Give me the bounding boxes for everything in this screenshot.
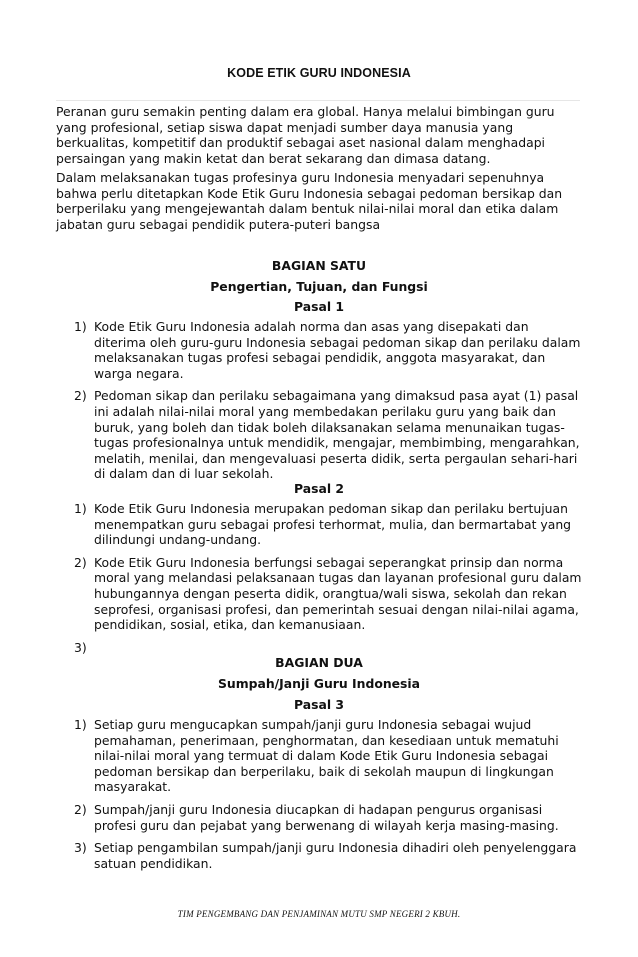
pasal-1-heading: Pasal 1 xyxy=(293,299,345,314)
item-number: 3) xyxy=(74,639,87,655)
list-item xyxy=(0,640,584,656)
item-number: 1) xyxy=(74,501,87,516)
item-text: Setiap guru mengucapkan sumpah/janji guru Indonesia sebagai wujud pemahaman, penerimaan, penghormatan, dan kesediaan untuk mematuhi nilai-nilai moral yang termuat di dalam Kode Etik Guru Indonesia sebagai pedoman bersikap dan berperilaku, baik di sekolah maupun di lingkungan masyarakat. xyxy=(94,717,559,795)
list-item xyxy=(0,319,584,381)
item-text: Pedoman sikap dan perilaku sebagaimana yang dimaksud pasa ayat (1) pasal ini adalah nilai-nilai moral yang membedakan perilaku guru yang baik dan buruk, yang boleh dan tidak boleh dilaksanakan selama menunaikan tugas-tugas profesionalnya untuk mendidik, mengajar, membimbing, mengarahkan, melatih, menilai, dan mengevaluasi peserta didik, serta pergaulan sehari-hari di dalam dan di luar sekolah. xyxy=(94,388,580,482)
item-text: Kode Etik Guru Indonesia berfungsi sebagai seperangkat prinsip dan norma moral yang melandasi pelaksanaan tugas dan layanan profesional guru dalam hubungannya dengan peserta didik, orangtua/wali siswa, sekolah dan rekan seprofesi, organisasi profesi, dan pemerintah sesuai dengan nilai-nilai agama, pendidikan, sosial, etika, dan kemanusiaan. xyxy=(94,554,582,633)
item-text: Kode Etik Guru Indonesia adalah norma dan asas yang disepakati dan diterima oleh guru-guru Indonesia sebagai pedoman sikap dan perilaku dalam melaksanakan tugas profesi sebagai pendidik, anggota masyarakat, dan warga negara. xyxy=(94,319,581,381)
bagian-satu-subheading: Pengertian, Tujuan, dan Fungsi xyxy=(210,279,428,294)
item-number: 2) xyxy=(74,388,87,404)
item-text: Setiap pengambilan sumpah/janji guru Indonesia dihadiri oleh penyelenggara satuan pendidikan. xyxy=(94,840,577,871)
list-item xyxy=(0,717,584,795)
list-item xyxy=(0,555,584,633)
item-number: 1) xyxy=(74,319,87,334)
item-text: Sumpah/janji guru Indonesia diucapkan di hadapan pengurus organisasi profesi guru dan pejabat yang berwenang di wilayah kerja masing-masing. xyxy=(94,801,559,833)
list-item xyxy=(0,388,584,482)
item-number: 1) xyxy=(74,717,87,732)
pasal-2-list xyxy=(0,501,584,662)
bagian-satu-heading: BAGIAN SATU xyxy=(271,258,367,273)
pasal-1-list xyxy=(0,319,584,489)
item-number: 2) xyxy=(74,801,87,817)
item-number: 3) xyxy=(74,840,87,856)
bagian-dua-heading: BAGIAN DUA xyxy=(275,655,363,670)
bagian-dua-subheading: Sumpah/Janji Guru Indonesia xyxy=(217,676,421,691)
document-title: KODE ETIK GURU INDONESIA xyxy=(227,66,411,80)
page-footer: TIM PENGEMBANG DAN PENJAMINAN MUTU SMP NEGERI 2 KBUH. xyxy=(177,909,461,919)
pasal-2-heading: Pasal 2 xyxy=(293,481,345,496)
intro-paragraph-2: Dalam melaksanakan tugas profesinya guru Indonesia menyadari sepenuhnya bahwa perlu ditetapkan Kode Etik Guru Indonesia sebagai pedoman bersikap dan berperilaku yang mengejewantah dalam bentuk nilai-nilai moral dan etika dalam jabatan guru sebagai pendidik putera-puteri bangsa xyxy=(56,170,563,232)
divider xyxy=(56,100,580,101)
intro-paragraph-1: Peranan guru semakin penting dalam era global. Hanya melalui bimbingan guru yang profesional, setiap siswa dapat menjadi sumber daya manusia yang berkualitas, kompetitif dan produktif sebagai aset nasional dalam menghadapi persaingan yang makin ketat dan berat sekarang dan dimasa datang. xyxy=(56,104,555,166)
pasal-3-heading: Pasal 3 xyxy=(293,697,345,712)
item-number: 2) xyxy=(74,554,87,570)
list-item xyxy=(0,501,584,548)
item-text: Kode Etik Guru Indonesia merupakan pedoman sikap dan perilaku bertujuan menempatkan guru sebagai profesi terhormat, mulia, dan bermartabat yang dilindungi undang-undang. xyxy=(94,501,572,548)
list-item xyxy=(0,840,584,871)
list-item xyxy=(0,802,584,833)
pasal-3-list xyxy=(0,717,584,878)
